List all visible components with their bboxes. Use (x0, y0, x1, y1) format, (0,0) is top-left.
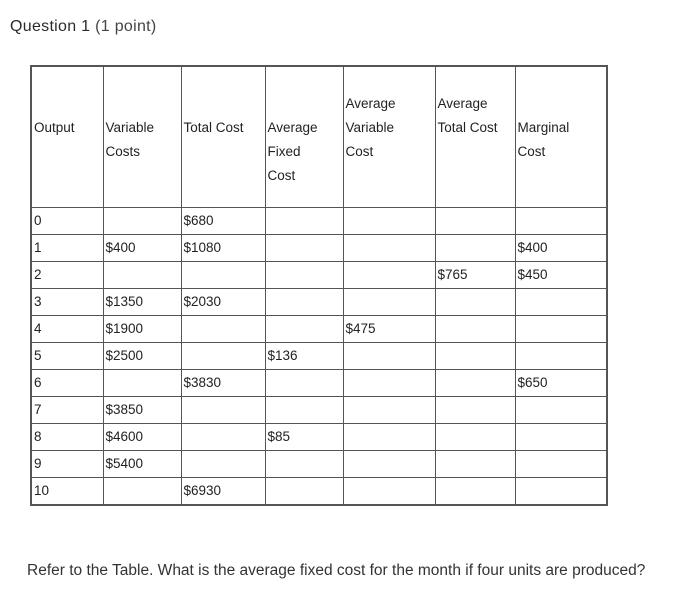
cell-average-total-cost (435, 477, 515, 505)
cell-marginal-cost (515, 477, 607, 505)
cell-average-variable-cost (343, 396, 435, 423)
table-row (31, 315, 607, 342)
cell-marginal-cost: $450 (515, 261, 607, 288)
table-row (31, 396, 607, 423)
cell-average-total-cost (435, 369, 515, 396)
header-line: Average (437, 96, 488, 111)
question-header (10, 18, 157, 36)
cell-variable-costs (103, 207, 181, 234)
table-row (31, 450, 607, 477)
cell-average-fixed-cost (265, 261, 343, 288)
cell-average-variable-cost (343, 450, 435, 477)
cell-average-fixed-cost (265, 369, 343, 396)
header-average-total-cost (435, 66, 515, 207)
cell-marginal-cost (515, 396, 607, 423)
cell-total-cost (181, 261, 265, 288)
cell-total-cost (181, 423, 265, 450)
cell-marginal-cost: $400 (515, 234, 607, 261)
header-line: Total Cost (183, 120, 244, 135)
cell-marginal-cost (515, 423, 607, 450)
cell-output: 2 (31, 261, 103, 288)
cell-output: 1 (31, 234, 103, 261)
table-row (31, 207, 607, 234)
table-row (31, 369, 607, 396)
cell-average-variable-cost (343, 261, 435, 288)
cell-variable-costs (103, 477, 181, 505)
cell-total-cost: $3830 (181, 369, 265, 396)
cell-output: 7 (31, 396, 103, 423)
cell-average-variable-cost (343, 207, 435, 234)
table-body (31, 207, 607, 505)
cell-total-cost: $6930 (181, 477, 265, 505)
cell-average-fixed-cost (265, 396, 343, 423)
cell-output: 10 (31, 477, 103, 505)
cost-table (30, 65, 608, 506)
cell-marginal-cost: $650 (515, 369, 607, 396)
cell-total-cost (181, 342, 265, 369)
cell-total-cost: $680 (181, 207, 265, 234)
cell-average-total-cost: $765 (435, 261, 515, 288)
cell-variable-costs: $1350 (103, 288, 181, 315)
header-line: Cost (345, 144, 374, 159)
cell-average-variable-cost (343, 369, 435, 396)
cell-average-fixed-cost (265, 450, 343, 477)
header-variable-costs (103, 66, 181, 207)
cell-marginal-cost (515, 315, 607, 342)
header-line: Cost (267, 168, 296, 183)
table-row (31, 477, 607, 505)
cell-average-total-cost (435, 450, 515, 477)
table-row (31, 288, 607, 315)
cell-average-variable-cost (343, 234, 435, 261)
header-marginal-cost (515, 66, 607, 207)
cell-total-cost (181, 396, 265, 423)
header-line: Average (267, 120, 318, 135)
cell-average-total-cost (435, 315, 515, 342)
cell-average-variable-cost (343, 342, 435, 369)
cell-output: 3 (31, 288, 103, 315)
question-points: (1 point) (95, 18, 157, 35)
cell-total-cost: $2030 (181, 288, 265, 315)
cell-marginal-cost (515, 288, 607, 315)
header-line: Average (345, 96, 396, 111)
cell-output: 8 (31, 423, 103, 450)
cell-variable-costs: $2500 (103, 342, 181, 369)
header-line: Variable (105, 120, 155, 135)
header-row (31, 66, 607, 207)
cell-marginal-cost (515, 450, 607, 477)
cell-average-total-cost (435, 423, 515, 450)
header-line: Output (34, 120, 75, 135)
cell-total-cost (181, 315, 265, 342)
cell-average-total-cost (435, 234, 515, 261)
cell-average-fixed-cost (265, 234, 343, 261)
cell-total-cost: $1080 (181, 234, 265, 261)
question-prompt: Refer to the Table. What is the average fixed cost for the month if four units are produced? (27, 562, 646, 579)
cell-average-total-cost (435, 288, 515, 315)
cell-output: 9 (31, 450, 103, 477)
question-title: Question 1 (10, 18, 91, 35)
cell-variable-costs (103, 369, 181, 396)
cell-average-variable-cost (343, 423, 435, 450)
header-line: Costs (105, 144, 141, 159)
table-row (31, 261, 607, 288)
header-line: Marginal (517, 120, 570, 135)
cell-average-fixed-cost (265, 477, 343, 505)
cell-variable-costs: $1900 (103, 315, 181, 342)
cell-average-variable-cost (343, 477, 435, 505)
header-line: Total Cost (437, 120, 498, 135)
cell-average-variable-cost (343, 288, 435, 315)
header-output (31, 66, 103, 207)
cell-output: 4 (31, 315, 103, 342)
cell-total-cost (181, 450, 265, 477)
cell-average-fixed-cost: $136 (265, 342, 343, 369)
cell-average-fixed-cost: $85 (265, 423, 343, 450)
table-row (31, 342, 607, 369)
cell-output: 5 (31, 342, 103, 369)
cell-average-fixed-cost (265, 207, 343, 234)
cell-variable-costs: $400 (103, 234, 181, 261)
cell-variable-costs: $5400 (103, 450, 181, 477)
cell-marginal-cost (515, 207, 607, 234)
cell-output: 6 (31, 369, 103, 396)
header-line: Cost (517, 144, 546, 159)
cell-average-fixed-cost (265, 315, 343, 342)
table-row (31, 234, 607, 261)
header-average-fixed-cost (265, 66, 343, 207)
cell-average-total-cost (435, 396, 515, 423)
cell-variable-costs: $4600 (103, 423, 181, 450)
cell-output: 0 (31, 207, 103, 234)
cell-variable-costs (103, 261, 181, 288)
cell-variable-costs: $3850 (103, 396, 181, 423)
cell-average-total-cost (435, 207, 515, 234)
cell-marginal-cost (515, 342, 607, 369)
header-total-cost (181, 66, 265, 207)
header-line: Fixed (267, 144, 301, 159)
table-row (31, 423, 607, 450)
header-average-variable-cost (343, 66, 435, 207)
cell-average-variable-cost: $475 (343, 315, 435, 342)
header-line: Variable (345, 120, 395, 135)
cell-average-total-cost (435, 342, 515, 369)
cell-average-fixed-cost (265, 288, 343, 315)
